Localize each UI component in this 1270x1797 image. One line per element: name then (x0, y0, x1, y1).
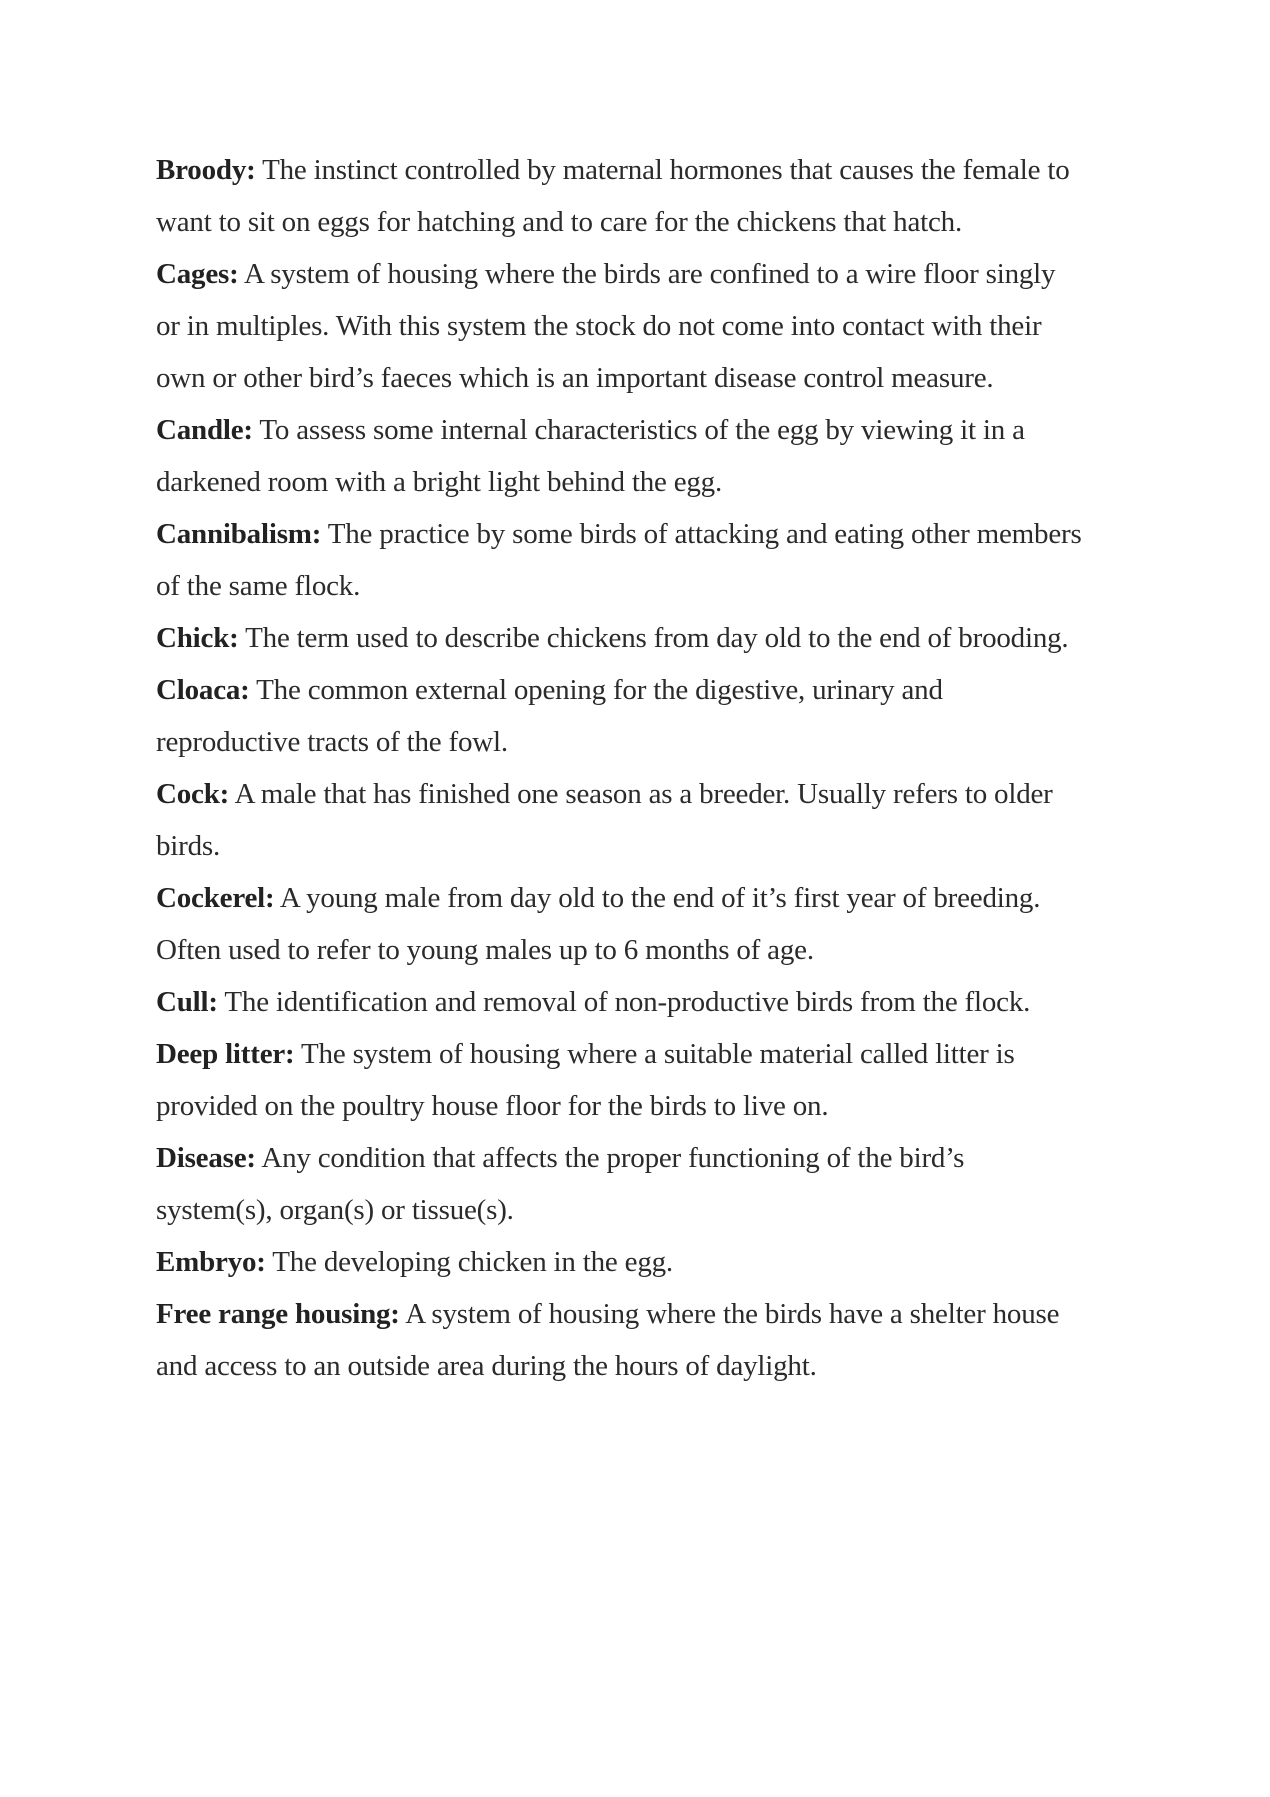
glossary-definition: To assess some internal characteristics of the egg by viewing it in a darkened room with a bright light behind the egg. (156, 414, 1025, 498)
glossary-entry-cloaca (156, 664, 1086, 768)
glossary-term: Cull: (156, 986, 218, 1018)
glossary-entry-cockerel (156, 872, 1086, 976)
glossary-entry-cages (156, 248, 1086, 404)
glossary-definition: A system of housing where the birds are confined to a wire floor singly or in multiples. With this system the stock do not come into contact with their own or other bird’s faeces which is an important disease control measure. (156, 258, 1056, 394)
glossary-definition: Any condition that affects the proper functioning of the bird’s system(s), organ(s) or tissue(s). (156, 1142, 965, 1226)
glossary-definition: The common external opening for the digestive, urinary and reproductive tracts of the fowl. (156, 674, 943, 758)
glossary-term: Cannibalism: (156, 518, 322, 550)
glossary-term: Chick: (156, 622, 239, 654)
glossary-definition: The system of housing where a suitable material called litter is provided on the poultry house floor for the birds to live on. (156, 1038, 1015, 1122)
glossary-definition: A young male from day old to the end of it’s first year of breeding. Often used to refer to young males up to 6 months of age. (156, 882, 1041, 966)
glossary-list (156, 144, 1086, 1392)
glossary-term: Cloaca: (156, 674, 250, 706)
glossary-term: Candle: (156, 414, 253, 446)
glossary-entry-free-range-housing (156, 1288, 1086, 1392)
glossary-definition: A system of housing where the birds have a shelter house and access to an outside area during the hours of daylight. (156, 1298, 1060, 1382)
glossary-term: Embryo: (156, 1246, 266, 1278)
glossary-term: Broody: (156, 154, 256, 186)
glossary-entry-embryo (156, 1236, 1086, 1288)
glossary-definition: The practice by some birds of attacking and eating other members of the same flock. (156, 518, 1082, 602)
glossary-entry-cannibalism (156, 508, 1086, 612)
glossary-entry-cull (156, 976, 1086, 1028)
glossary-entry-candle (156, 404, 1086, 508)
glossary-definition: The developing chicken in the egg. (272, 1246, 673, 1278)
glossary-definition: The identification and removal of non-productive birds from the flock. (224, 986, 1031, 1018)
glossary-definition: The term used to describe chickens from day old to the end of brooding. (245, 622, 1069, 654)
glossary-entry-cock (156, 768, 1086, 872)
glossary-entry-broody (156, 144, 1086, 248)
glossary-term: Deep litter: (156, 1038, 295, 1070)
glossary-term: Cages: (156, 258, 239, 290)
glossary-term: Free range housing: (156, 1298, 400, 1330)
glossary-entry-disease (156, 1132, 1086, 1236)
glossary-entry-deep-litter (156, 1028, 1086, 1132)
glossary-term: Disease: (156, 1142, 256, 1174)
glossary-term: Cock: (156, 778, 230, 810)
glossary-entry-chick (156, 612, 1086, 664)
glossary-definition: The instinct controlled by maternal hormones that causes the female to want to sit on eggs for hatching and to care for the chickens that hatch. (156, 154, 1070, 238)
glossary-term: Cockerel: (156, 882, 275, 914)
glossary-definition: A male that has finished one season as a breeder. Usually refers to older birds. (156, 778, 1053, 862)
